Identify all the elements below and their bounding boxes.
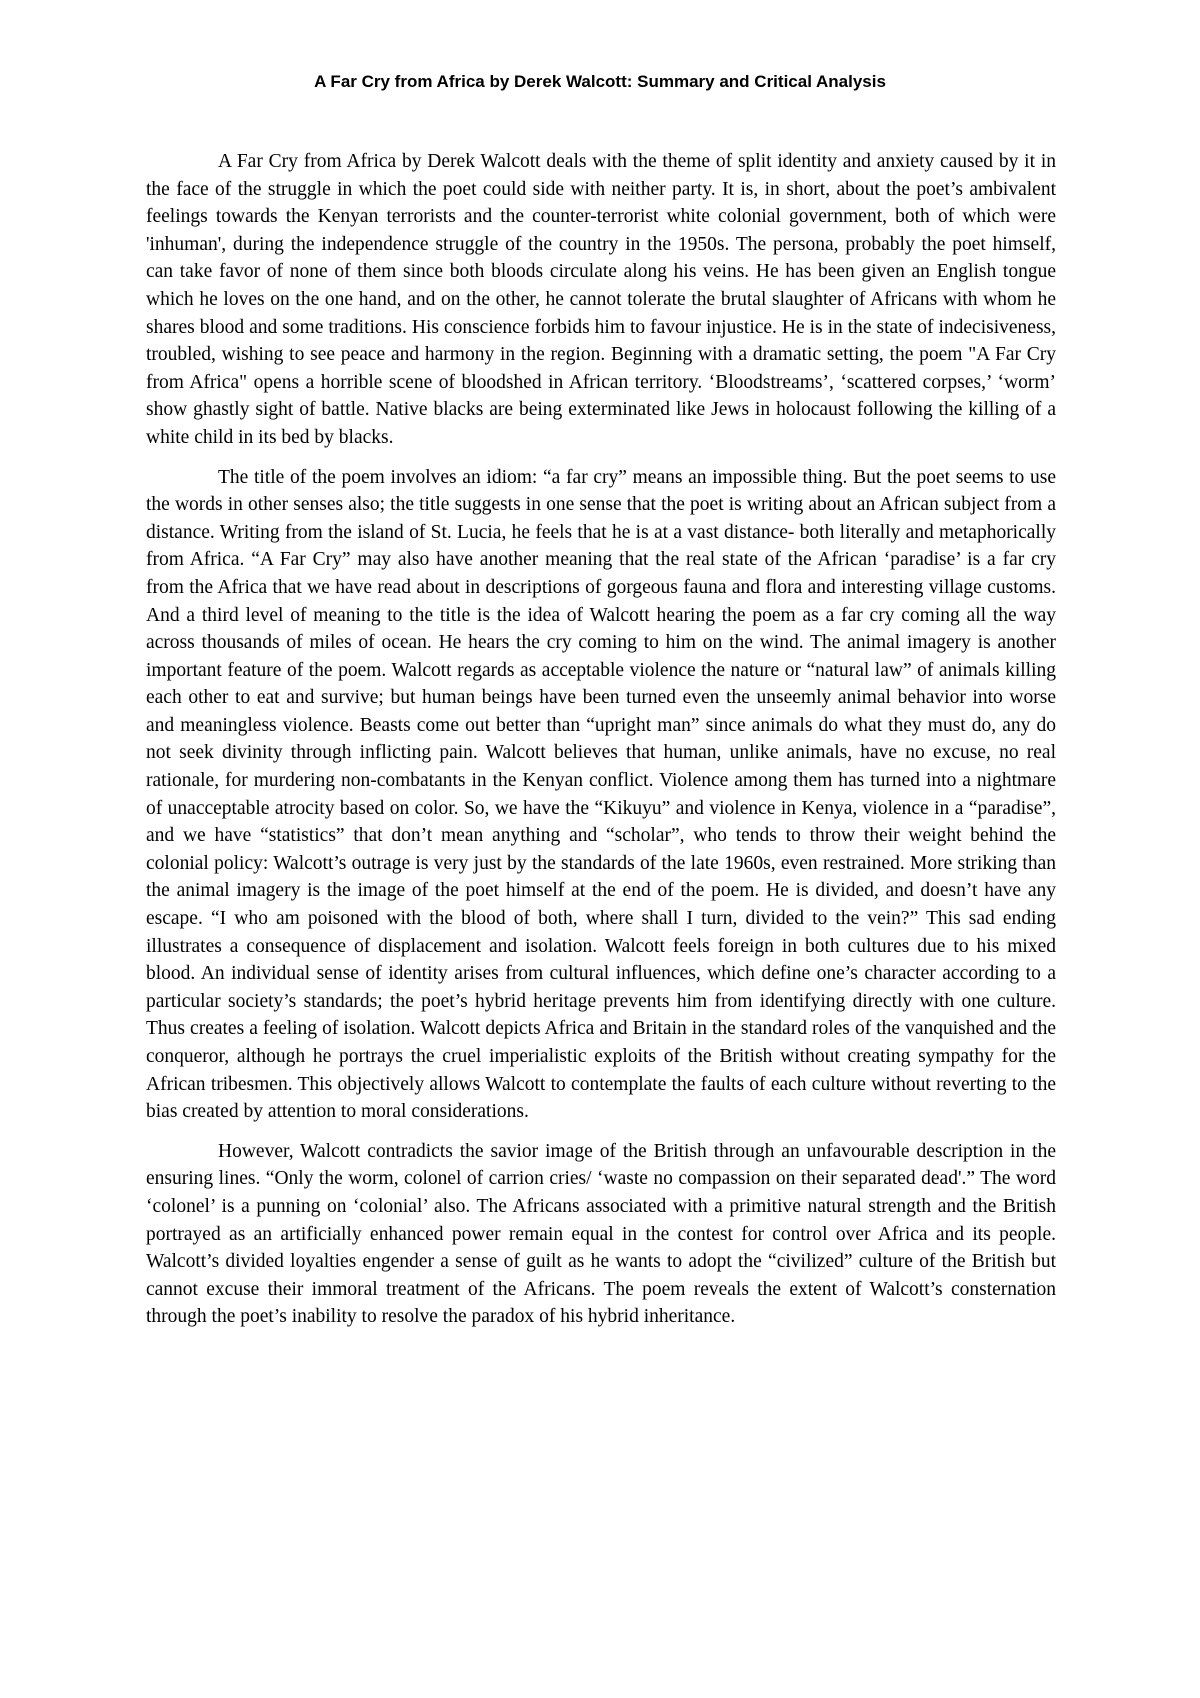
- paragraph-2: The title of the poem involves an idiom: “a far cry” means an impossible thing. But the poet seems to use the words in other senses also; the title suggests in one sense that the poet is writing about an African subject from a distance. Writing from the island of St. Lucia, he feels that he is at a vast distance- both literally and metaphorically from Africa. “A Far Cry” may also have another meaning that the real state of the African ‘paradise’ is a far cry from the Africa that we have read about in descriptions of gorgeous fauna and flora and interesting village customs. And a third level of meaning to the title is the idea of Walcott hearing the poem as a far cry coming all the way across thousands of miles of ocean. He hears the cry coming to him on the wind. The animal imagery is another important feature of the poem. Walcott regards as acceptable violence the nature or “natural law” of animals killing each other to eat and survive; but human beings have been turned even the unseemly animal behavior into worse and meaningless violence. Beasts come out better than “upright man” since animals do what they must do, any do not seek divinity through inflicting pain. Walcott believes that human, unlike animals, have no excuse, no real rationale, for murdering non-combatants in the Kenyan conflict. Violence among them has turned into a nightmare of unacceptable atrocity based on color. So, we have the “Kikuyu” and violence in Kenya, violence in a “paradise”, and we have “statistics” that don’t mean anything and “scholar”, who tends to throw their weight behind the colonial policy: Walcott’s outrage is very just by the standards of the late 1960s, even restrained. More striking than the animal imagery is the image of the poet himself at the end of the poem. He is divided, and doesn’t have any escape. “I who am poisoned with the blood of both, where shall I turn, divided to the vein?” This sad ending illustrates a consequence of displacement and isolation. Walcott feels foreign in both cultures due to his mixed blood. An individual sense of identity arises from cultural influences, which define one’s character according to a particular society’s standards; the poet’s hybrid heritage prevents him from identifying directly with one culture. Thus creates a feeling of isolation. Walcott depicts Africa and Britain in the standard roles of the vanquished and the conqueror, although he portrays the cruel imperialistic exploits of the British without creating sympathy for the African tribesmen. This objectively allows Walcott to contemplate the faults of each culture without reverting to the bias created by attention to moral considerations.: [146, 466, 1056, 1123]
- document-title: A Far Cry from Africa by Derek Walcott: Summary and Critical Analysis: [314, 72, 886, 91]
- paragraph-3: However, Walcott contradicts the savior image of the British through an unfavourable description in the ensuring lines. “Only the worm, colonel of carrion cries/ ‘waste no compassion on their separated dead'.” The word ‘colonel’ is a punning on ‘colonial’ also. The Africans associated with a primitive natural strength and the British portrayed as an artificially enhanced power remain equal in the contest for control over Africa and its people. Walcott’s divided loyalties engender a sense of guilt as he wants to adopt the “civilized” culture of the British but cannot excuse their immoral treatment of the Africans. The poem reveals the extent of Walcott’s consternation through the poet’s inability to resolve the paradox of his hybrid inheritance.: [146, 1140, 1056, 1328]
- document-body: [146, 148, 1056, 1343]
- paragraph-1: A Far Cry from Africa by Derek Walcott deals with the theme of split identity and anxiety caused by it in the face of the struggle in which the poet could side with neither party. It is, in short, about the poet’s ambivalent feelings towards the Kenyan terrorists and the counter-terrorist white colonial government, both of which were 'inhuman', during the independence struggle of the country in the 1950s. The persona, probably the poet himself, can take favor of none of them since both bloods circulate along his veins. He has been given an English tongue which he loves on the one hand, and on the other, he cannot tolerate the brutal slaughter of Africans with whom he shares blood and some traditions. His conscience forbids him to favour injustice. He is in the state of indecisiveness, troubled, wishing to see peace and harmony in the region. Beginning with a dramatic setting, the poem "A Far Cry from Africa" opens a horrible scene of bloodshed in African territory. ‘Bloodstreams’, ‘scattered corpses,’ ‘worm’ show ghastly sight of battle. Native blacks are being exterminated like Jews in holocaust following the killing of a white child in its bed by blacks.: [146, 151, 1056, 448]
